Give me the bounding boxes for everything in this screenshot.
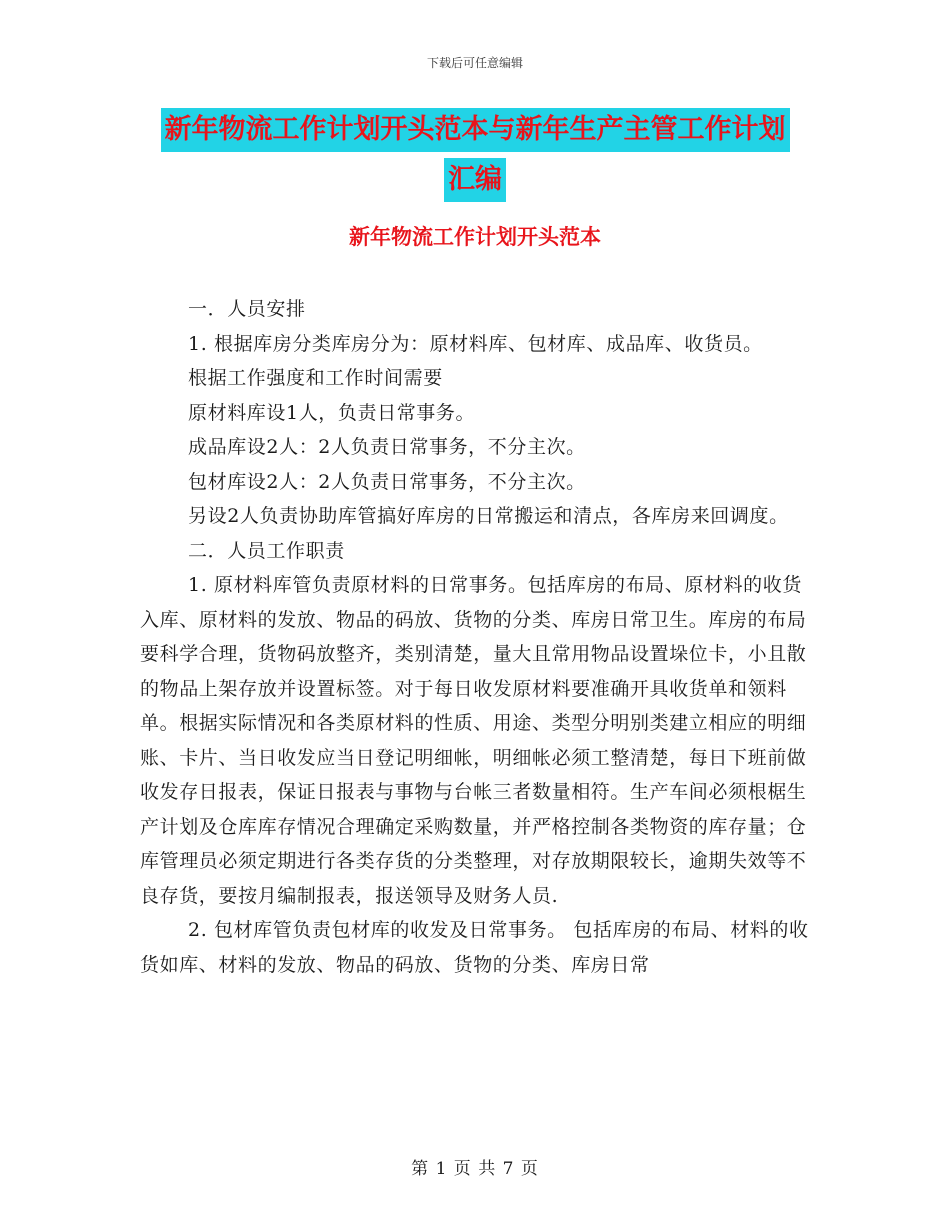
section-title: 新年物流工作计划开头范本	[349, 225, 601, 249]
paragraph: 1. 原材料库管负责原材料的日常事务。包括库房的布局、原材料的收货入库、原材料的发放、物品的码放、货物的分类、库房日常卫生。库房的布局要科学合理，货物码放整齐，类别清楚，量大且常用物品设置垛位卡，小且散的物品上架存放并设置标签。对于每日收发原材料要准确开具收货单和领料单。根据实际情况和各类原材料的性质、用途、类型分明别类建立相应的明细账、卡片、当日收发应当日登记明细帐，明细帐必须工整清楚，每日下班前做收发存日报表，保证日报表与事物与台帐三者数量相符。生产车间必须根椐生产计划及仓库库存情况合理确定采购数量，并严格控制各类物资的库存量；仓库管理员必须定期进行各类存货的分类整理，对存放期限较长，逾期失效等不良存货，要按月编制报表，报送领导及财务人员.	[140, 574, 807, 907]
document-title-line-2: 汇编	[444, 158, 506, 202]
text-line: 成品库设2人：2人负责日常事务，不分主次。	[188, 436, 586, 458]
header-note: 下载后可任意编辑	[426, 56, 523, 70]
heading-personnel: 一．人员安排	[188, 298, 306, 320]
document-body	[140, 292, 810, 982]
heading-duties: 二．人员工作职责	[188, 539, 345, 562]
document-title	[0, 108, 950, 202]
text-line: 包材库设2人：2人负责日常事务，不分主次。	[188, 470, 586, 493]
text-line: 根据工作强度和工作时间需要	[188, 367, 443, 389]
document-title-line-1: 新年物流工作计划开头范本与新年生产主管工作计划	[161, 108, 790, 152]
text-line: 1. 根据库房分类库房分为：原材料库、包材库、成品库、收货员。	[188, 332, 763, 355]
paragraph: 另设2人负责协助库管搞好库房的日常搬运和清点，各库房来回调度。	[188, 505, 789, 527]
page-number: 第 1 页 共 7 页	[411, 1159, 539, 1179]
text-line: 原材料库设1人，负责日常事务。	[188, 401, 476, 424]
paragraph: 2. 包材库管负责包材库的收发及日常事务。 包括库房的布局、材料的收货如库、材料的发放、物品的码放、货物的分类、库房日常	[140, 919, 809, 976]
